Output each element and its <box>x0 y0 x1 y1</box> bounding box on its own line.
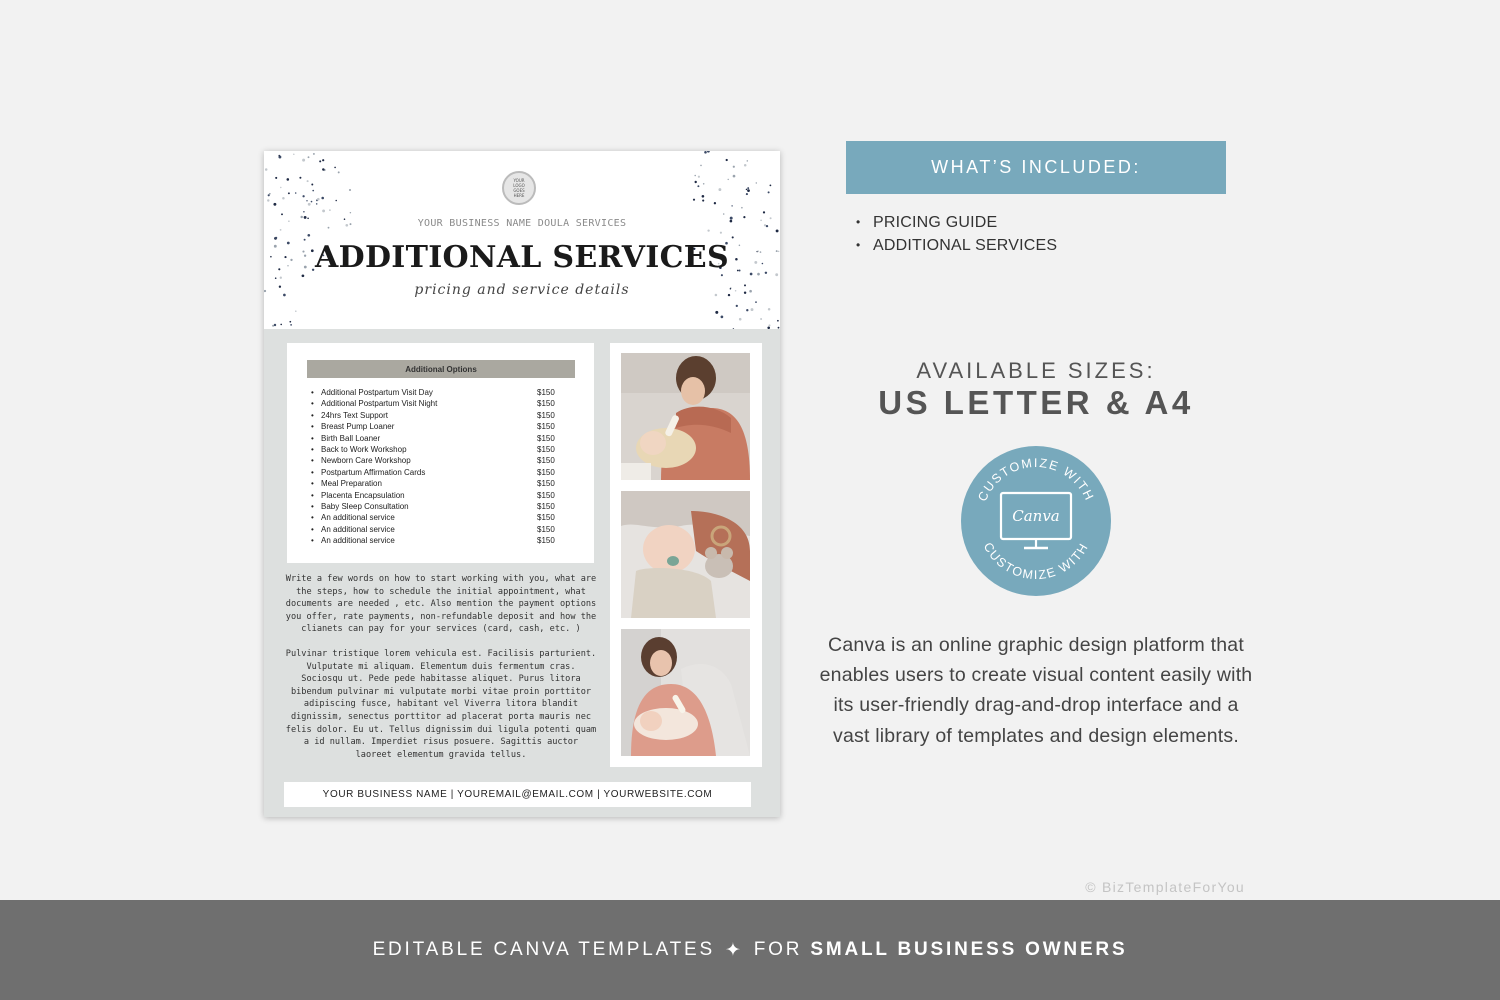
copyright-text: © BizTemplateForYou <box>1085 879 1245 895</box>
option-price: $150 <box>537 501 555 511</box>
option-name: • Placenta Encapsulation <box>321 490 405 500</box>
available-sizes-label: AVAILABLE SIZES: <box>916 358 1156 383</box>
included-item: • ADDITIONAL SERVICES <box>873 234 1057 257</box>
option-item <box>321 387 561 398</box>
option-price: $150 <box>537 399 555 409</box>
logo-placeholder <box>502 171 536 205</box>
option-name: • An additional service <box>321 524 395 534</box>
option-name: • Additional Postpartum Visit Night <box>321 399 438 409</box>
option-item <box>321 524 561 535</box>
badge-ring-text-top: CUSTOMIZE WITH <box>975 455 1097 504</box>
available-sizes-value: US LETTER & A4 <box>878 384 1194 421</box>
option-name: • An additional service <box>321 536 395 546</box>
option-name: • Meal Preparation <box>321 479 382 489</box>
badge-ring-text-bottom: CUSTOMIZE WITH <box>980 540 1092 583</box>
option-price: $150 <box>537 513 555 523</box>
option-item <box>321 478 561 489</box>
flyer-preview <box>264 151 780 817</box>
option-item <box>321 433 561 444</box>
option-price: $150 <box>537 490 555 500</box>
option-name: • Additional Postpartum Visit Day <box>321 388 433 397</box>
options-header: Additional Options <box>307 360 575 378</box>
option-price: $150 <box>537 536 555 546</box>
option-name: • 24hrs Text Support <box>321 410 389 420</box>
logo-placeholder-text: YOUR LOGO GOES HERE <box>513 178 525 198</box>
option-item <box>321 444 561 455</box>
option-name: • An additional service <box>321 513 395 523</box>
flyer-subtitle: pricing and service details <box>414 282 630 298</box>
flyer-header <box>264 151 780 329</box>
paragraph-lorem: Pulvinar tristique lorem vehicula est. Facilisis parturient. Vulputate mi aliquam. Elementum duis fermentum cras. Sociosqu ut. Pede pede habitasse aliquet. Purus litora bibendum pulvinar mi vulputate morbi vitae proin porttitor adipiscing fusce, habitant vel Viverra litora blandit dignissim, senectus porttitor ad placerat porta mauris nec felis dolor. Eu ut. Tellus dignissim dui ligula potenti quam a id nullam. Imperdiet risus posuere. Sagittis auctor laoreet elementum gravida tellus. <box>285 648 597 760</box>
option-name: • Back to Work Workshop <box>321 444 407 454</box>
option-price: $150 <box>537 433 555 443</box>
option-price: $150 <box>537 524 555 534</box>
flyer-text <box>285 573 597 761</box>
banner-text-bold: SMALL BUSINESS OWNERS <box>810 939 1128 960</box>
option-price: $150 <box>537 410 555 420</box>
option-item <box>321 398 561 409</box>
paragraph-intro: Write a few words on how to start working with you, what are the steps, how to schedule the initial appointment, what documents are needed , etc. Also mention the payment options you offer, rate payments, non-refundable deposit and how the clianets can pay for your services (card, cash, etc. ) <box>285 574 597 635</box>
photo-mother-with-newborn <box>621 629 750 756</box>
business-name: YOUR BUSINESS NAME DOULA SERVICES <box>417 218 627 229</box>
option-price: $150 <box>537 467 555 477</box>
bottom-banner <box>0 900 1500 1000</box>
photo-column <box>610 343 762 767</box>
option-name: • Baby Sleep Consultation <box>321 501 409 511</box>
options-list <box>321 387 561 546</box>
option-item <box>321 535 561 546</box>
option-name: • Newborn Care Workshop <box>321 456 411 466</box>
option-price: $150 <box>537 422 555 432</box>
option-item <box>321 467 561 478</box>
option-price: $150 <box>537 456 555 466</box>
canva-description: Canva is an online graphic design platform that enables users to create visual content easily with its user-friendly drag-and-drop interface and a vast library of templates and design elements. <box>819 634 1253 747</box>
flyer-title: ADDITIONAL SERVICES <box>315 240 729 275</box>
option-price: $150 <box>537 479 555 489</box>
included-item: • PRICING GUIDE <box>873 211 1057 234</box>
canva-wordmark: Canva <box>1012 507 1060 525</box>
customize-with-canva-badge <box>960 445 1112 597</box>
photo-baby-with-pacifier <box>621 491 750 618</box>
banner-text-for: FOR <box>753 939 803 960</box>
whats-included-banner: WHAT’S INCLUDED: <box>846 141 1226 194</box>
option-price: $150 <box>537 388 555 397</box>
option-price: $150 <box>537 444 555 454</box>
flyer-footer: YOUR BUSINESS NAME | YOUREMAIL@EMAIL.COM | YOURWEBSITE.COM <box>284 782 751 807</box>
option-item <box>321 455 561 466</box>
option-name: • Breast Pump Loaner <box>321 422 395 432</box>
banner-text-regular: EDITABLE CANVA TEMPLATES <box>372 939 715 960</box>
option-item <box>321 410 561 421</box>
flyer-body <box>264 329 780 817</box>
option-item <box>321 421 561 432</box>
whats-included-list <box>873 211 1057 257</box>
option-item <box>321 512 561 523</box>
option-item <box>321 501 561 512</box>
photo-mother-bottle-feeding <box>621 353 750 480</box>
option-item <box>321 490 561 501</box>
sparkle-icon: ✦ <box>725 939 744 961</box>
option-name: • Birth Ball Loaner <box>321 433 381 443</box>
option-name: • Postpartum Affirmation Cards <box>321 467 426 477</box>
options-card <box>287 343 594 563</box>
